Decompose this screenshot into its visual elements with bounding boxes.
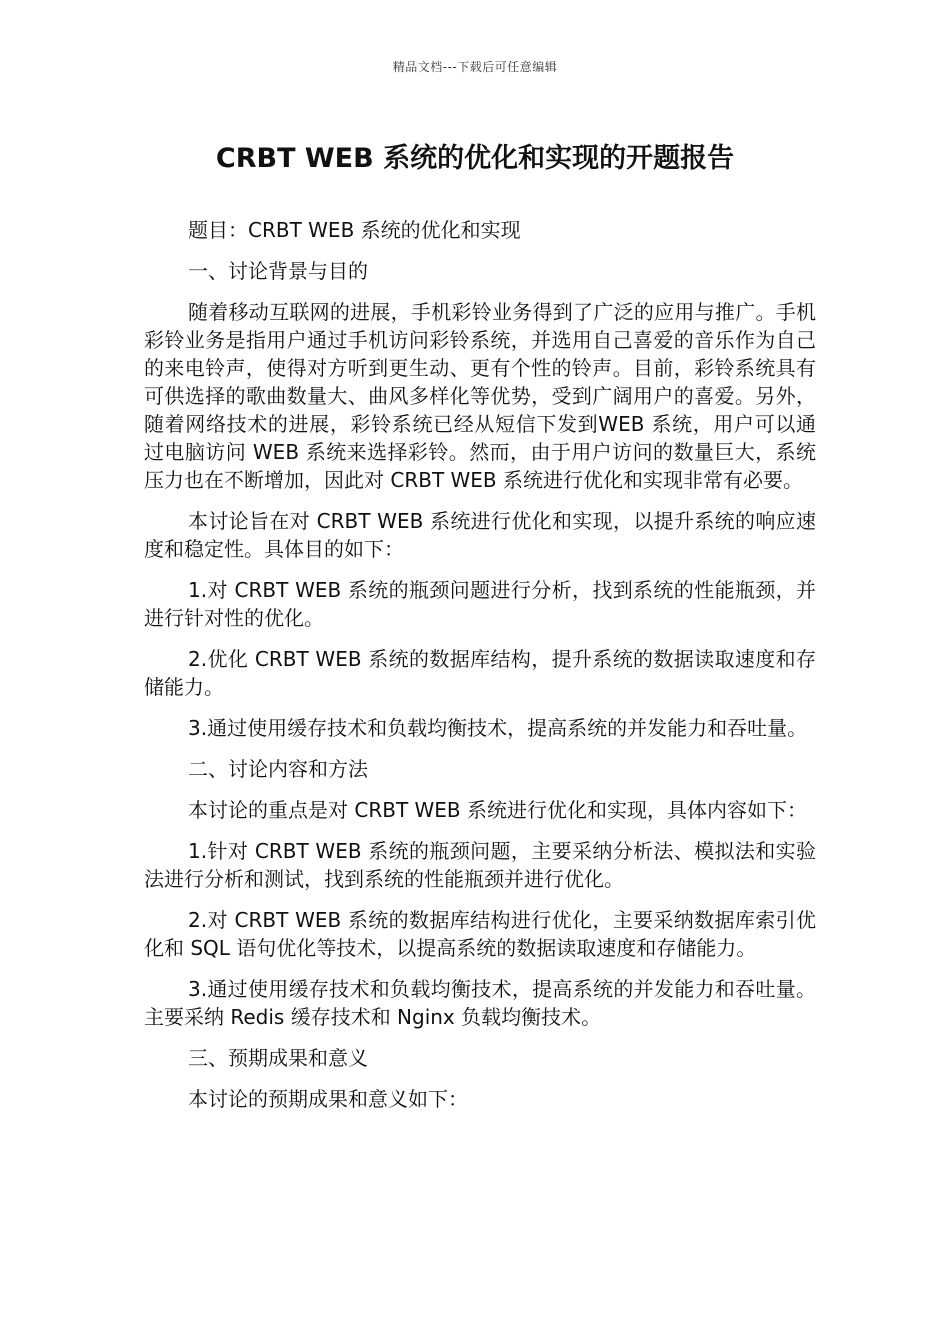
purpose-item-1: 1.对 CRBT WEB 系统的瓶颈问题进行分析，找到系统的性能瓶颈，并进行针对性的优化。 [144, 578, 816, 630]
purpose-intro-paragraph: 本讨论旨在对 CRBT WEB 系统进行优化和实现，以提升系统的响应速度和稳定性。具体目的如下： [144, 509, 816, 561]
document-body [144, 216, 816, 1126]
document-title: CRBT WEB 系统的优化和实现的开题报告 [215, 143, 735, 174]
purpose-item-2: 2.优化 CRBT WEB 系统的数据库结构，提升系统的数据读取速度和存储能力。 [144, 647, 816, 699]
content-intro-paragraph: 本讨论的重点是对 CRBT WEB 系统进行优化和实现，具体内容如下： [188, 798, 808, 822]
content-item-1: 1.针对 CRBT WEB 系统的瓶颈问题，主要采纳分析法、模拟法和实验法进行分析和测试，找到系统的性能瓶颈并进行优化。 [144, 839, 816, 891]
header-note: 精品文档---下载后可任意编辑 [392, 60, 558, 74]
purpose-item-3: 3.通过使用缓存技术和负载均衡技术，提高系统的并发能力和吞吐量。 [188, 716, 808, 740]
content-item-3: 3.通过使用缓存技术和负载均衡技术，提高系统的并发能力和吞吐量。主要采纳 Redis 缓存技术和 Nginx 负载均衡技术。 [144, 977, 816, 1029]
expected-results-intro: 本讨论的预期成果和意义如下： [188, 1087, 468, 1111]
section-heading-background: 一、讨论背景与目的 [188, 259, 368, 283]
background-paragraph: 随着移动互联网的进展，手机彩铃业务得到了广泛的应用与推广。手机彩铃业务是指用户通过手机访问彩铃系统，并选用自己喜爱的音乐作为自己的来电铃声，使得对方听到更生动、更有个性的铃声。目前，彩铃系统具有可供选择的歌曲数量大、曲风多样化等优势，受到广阔用户的喜爱。另外，随着网络技术的进展，彩铃系统已经从短信下发到WEB 系统，用户可以通过电脑访问 WEB 系统来选择彩铃。然而，由于用户访问的数量巨大，系统压力也在不断增加，因此对 CRBT WEB 系统进行优化和实现非常有必要。 [144, 300, 816, 492]
section-heading-expected-results: 三、预期成果和意义 [188, 1046, 368, 1070]
section-heading-content-method: 二、讨论内容和方法 [188, 757, 368, 781]
topic-line: 题目：CRBT WEB 系统的优化和实现 [188, 218, 521, 242]
content-item-2: 2.对 CRBT WEB 系统的数据库结构进行优化，主要采纳数据库索引优化和 SQL 语句优化等技术，以提高系统的数据读取速度和存储能力。 [144, 908, 816, 960]
